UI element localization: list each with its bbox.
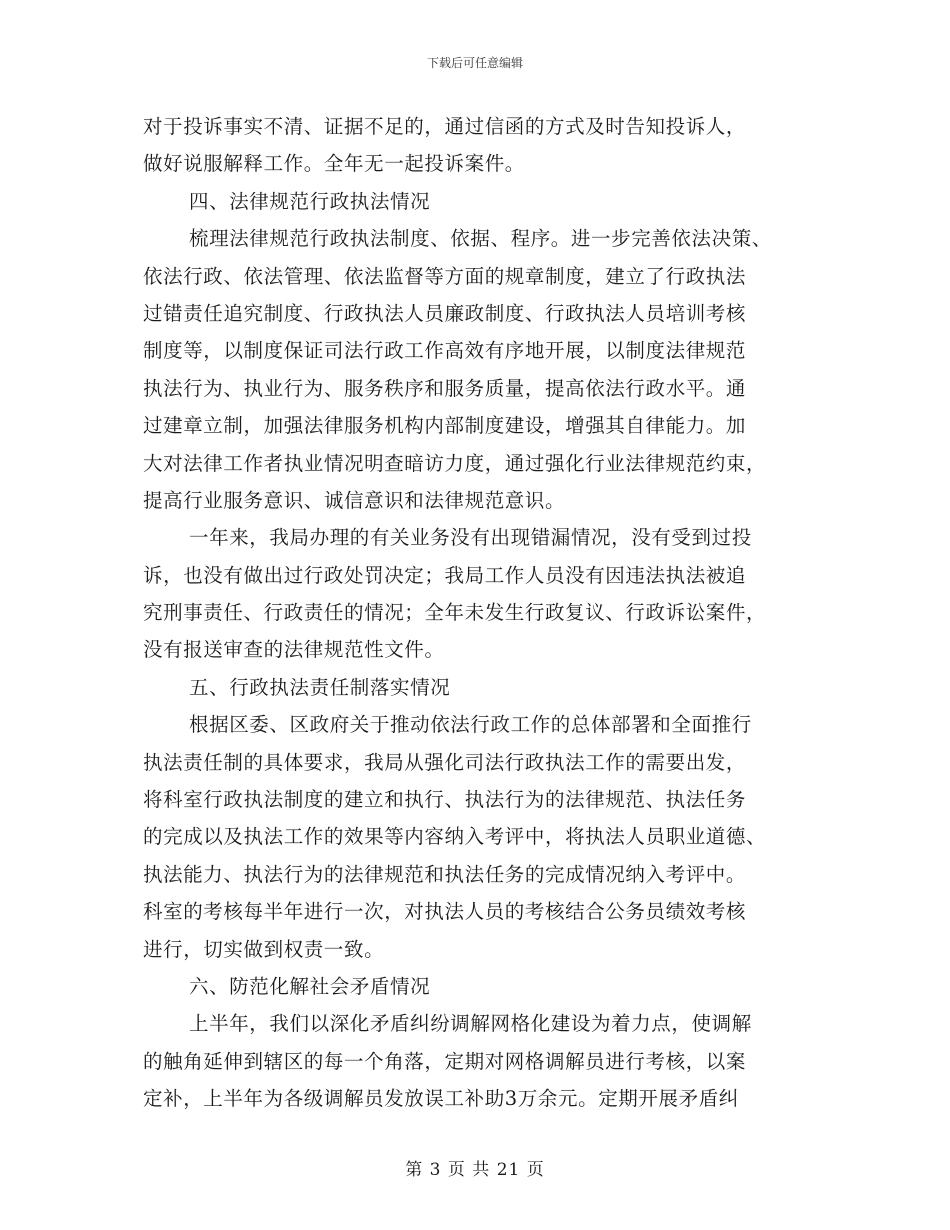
text-line: 根据区委、区政府关于推动依法行政工作的总体部署和全面推行 <box>189 713 752 737</box>
text-line: 科室的考核每半年进行一次，对执法人员的考核结合公务员绩效考核 <box>143 900 747 924</box>
text-line: 究刑事责任、行政责任的情况；全年未发生行政复议、行政诉讼案件， <box>143 601 767 625</box>
text-line: 梳理法律规范行政执法制度、依据、程序。进一步完善依法决策、 <box>189 227 772 251</box>
text-line: 执法行为、执业行为、服务秩序和服务质量，提高依法行政水平。通 <box>143 376 747 400</box>
document-body <box>143 108 809 1118</box>
text-line: 一年来，我局办理的有关业务没有出现错漏情况，没有受到过投 <box>189 526 752 550</box>
text-line: 制度等，以制度保证司法行政工作高效有序地开展，以制度法律规范 <box>143 339 747 363</box>
text-line: 提高行业服务意识、诚信意识和法律规范意识。 <box>143 488 566 512</box>
page-header: 下载后可任意编辑 <box>426 56 523 70</box>
text-line: 进行，切实做到权责一致。 <box>143 937 385 961</box>
page-footer: 第 3 页 共 21 页 <box>405 1160 545 1180</box>
section-heading-5: 五、行政执法责任制落实情况 <box>189 675 451 699</box>
text-line: 执法责任制的具体要求，我局从强化司法行政执法工作的需要出发， <box>143 750 747 774</box>
text-line: 对于投诉事实不清、证据不足的，通过信函的方式及时告知投诉人， <box>143 115 747 138</box>
text-line: 做好说服解释工作。全年无一起投诉案件。 <box>143 152 525 176</box>
text-line: 依法行政、依法管理、依法监督等方面的规章制度，建立了行政执法 <box>143 264 747 288</box>
text-line: 过建章立制，加强法律服务机构内部制度建设，增强其自律能力。加 <box>143 414 747 438</box>
text-line: 上半年，我们以深化矛盾纠纷调解网格化建设为着力点，使调解 <box>189 1012 752 1036</box>
text-line: 大对法律工作者执业情况明查暗访力度，通过强化行业法律规范约束， <box>143 451 767 475</box>
text-line: 执法能力、执法行为的法律规范和执法任务的完成情况纳入考评中。 <box>143 862 747 886</box>
text-line: 诉，也没有做出过行政处罚决定；我局工作人员没有因违法执法被追 <box>143 563 747 587</box>
section-heading-4: 四、法律规范行政执法情况 <box>189 189 431 213</box>
text-line: 将科室行政执法制度的建立和执行、执法行为的法律规范、执法任务 <box>143 788 747 812</box>
text-line: 的完成以及执法工作的效果等内容纳入考评中，将执法人员职业道德、 <box>143 825 767 849</box>
text-line: 定补，上半年为各级调解员发放误工补助3万余元。定期开展矛盾纠 <box>143 1087 739 1111</box>
text-line: 没有报送审查的法律规范性文件。 <box>143 638 445 662</box>
text-line: 的触角延伸到辖区的每一个角落，定期对网格调解员进行考核，以案 <box>143 1049 747 1073</box>
text-line: 过错责任追究制度、行政执法人员廉政制度、行政执法人员培训考核 <box>143 301 747 325</box>
section-heading-6: 六、防范化解社会矛盾情况 <box>189 974 431 998</box>
